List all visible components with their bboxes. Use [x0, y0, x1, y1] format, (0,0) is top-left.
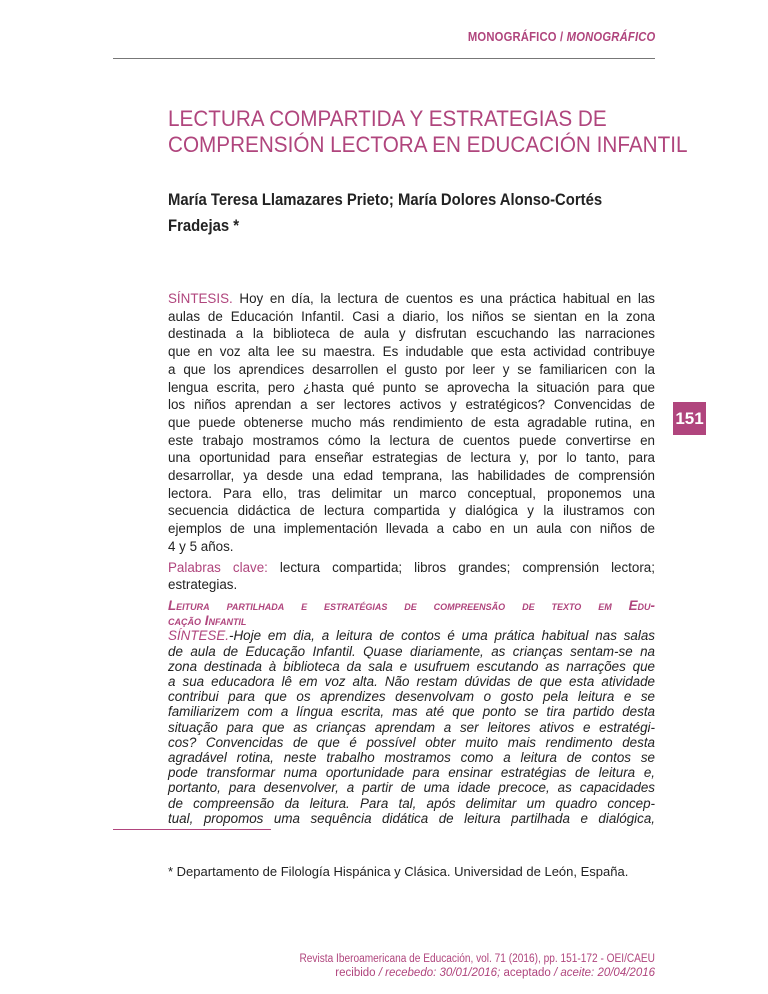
- abstract-line: [168, 750, 655, 765]
- line-text: familiarizem com a língua escrita, mas até que ponto se tira partido desta: [168, 704, 655, 720]
- footer: [251, 952, 655, 980]
- abstract-label: SÍNTESE.: [168, 628, 230, 644]
- line-text: este trabajo mostramos cómo la lectura de cuentos puede convertirse en: [168, 432, 655, 448]
- keywords-line: [168, 559, 655, 577]
- abstract-line: [168, 811, 655, 826]
- authors: [168, 187, 602, 239]
- pt-title-line: Leitura partilhada e estratégias de compreensão de texto em Edu-: [168, 598, 655, 613]
- abstract-line: [168, 520, 655, 538]
- footnote-rule: [113, 829, 271, 830]
- abstract-line: [168, 432, 655, 450]
- authors-line: Fradejas *: [168, 217, 239, 235]
- pt-title-line: cação Infantil: [168, 613, 247, 629]
- line-text: lengua escrita, pero ¿hasta qué punto se aprovecha la situación para que: [168, 379, 655, 395]
- citation: Revista Iberoamericana de Educación, vol. 71 (2016), pp. 151-172 - OEI/CAEU: [299, 953, 655, 965]
- keywords-text: lectura compartida; libros grandes; comprensión lectora;: [267, 559, 655, 575]
- line-text: una oportunidad para enseñar estrategias de lectura y, por lo tanto, para: [168, 450, 655, 466]
- abstract-line: [168, 308, 655, 326]
- received-date: / recebedo: 30/01/2016;: [375, 967, 501, 979]
- section-label: MONOGRÁFICO: [467, 30, 557, 44]
- line-text: pode transformar numa oportunidade para ensinar estratégias de leitura e,: [168, 765, 655, 781]
- abstract-line: [168, 502, 655, 520]
- line-text: de aula de Educação Infantil. Quase diariamente, as crianças sentam-se na: [168, 643, 655, 659]
- title-line: LECTURA COMPARTIDA Y ESTRATEGIAS DE: [168, 106, 607, 131]
- footnote: * Departamento de Filología Hispánica y Clásica. Universidad de León, España.: [168, 864, 629, 879]
- section-label-pt: MONOGRÁFICO: [566, 30, 655, 44]
- abstract-line: [168, 379, 655, 397]
- abstract-line: [168, 467, 655, 485]
- abstract-line: [168, 689, 655, 704]
- abstract-line: [168, 538, 655, 556]
- abstract-es: [168, 290, 655, 594]
- abstract-line: [168, 361, 655, 379]
- line-text: desarrollar, ya desde una edad temprana, las habilidades de comprensión: [168, 468, 655, 484]
- keywords-label: Palabras clave:: [168, 559, 268, 575]
- line-text: zona destinada à biblioteca da sala e usufruem escutando as narrações que: [168, 658, 655, 674]
- accepted-date: / aceite: 20/04/2016: [550, 967, 655, 979]
- abstract-line: [168, 704, 655, 719]
- article-title: [168, 106, 688, 158]
- line-text: -Hoje em dia, a leitura de contos é uma prática habitual nas salas: [229, 628, 655, 644]
- keywords-text: estrategias.: [168, 577, 238, 593]
- keywords-line: [168, 576, 655, 594]
- dates: [251, 966, 655, 980]
- abstract-line: [168, 780, 655, 795]
- line-text: los niños aprendan a ser lectores activos y estratégicos? Convencidas de: [168, 397, 655, 413]
- abstract-line: [168, 343, 655, 361]
- abstract-line: [168, 485, 655, 503]
- abstract-line: [168, 644, 655, 659]
- abstract-line: [168, 659, 655, 674]
- line-text: secuencia didáctica de lectura compartida y dialógica y la ilustramos con: [168, 503, 655, 519]
- abstract-line: [168, 628, 655, 643]
- page-number: 151: [673, 402, 706, 435]
- header-rule: [113, 58, 655, 59]
- line-text: que en voz alta lee su maestra. Es indudable que esta actividad contribuye: [168, 344, 655, 360]
- line-text: destinada a la biblioteca de aula y disfrutan escuchando las narraciones: [168, 326, 655, 342]
- abstract-line: [168, 720, 655, 735]
- abstract-line: [168, 674, 655, 689]
- line-text: tual, propomos uma sequência didática de leitura partilhada e dialógica,: [168, 810, 655, 826]
- line-text: a sua educadora lê em voz alta. Não restam dúvidas de que esta atividade: [168, 674, 655, 690]
- title-line: COMPRENSIÓN LECTORA EN EDUCACIÓN INFANTIL: [168, 132, 688, 157]
- abstract-line: [168, 765, 655, 780]
- line-text: Hoy en día, la lectura de cuentos es una práctica habitual en las: [232, 291, 655, 306]
- abstract-line: [168, 325, 655, 343]
- authors-line: María Teresa Llamazares Prieto; María Dolores Alonso-Cortés: [168, 191, 603, 209]
- abstract-line: [168, 796, 655, 811]
- line-text: de compreensão da leitura. Para tal, após delimitar um quadro concep-: [168, 795, 655, 811]
- line-text: que puede obtenerse mucho más rendimiento de esta agradable rutina, en: [168, 414, 655, 430]
- separator: /: [556, 30, 567, 44]
- line-text: portanto, para desenvolver, a partir de uma idade precoce, as capacidades: [168, 780, 655, 796]
- received-label: recibido: [335, 967, 376, 979]
- line-text: 4 y 5 años.: [168, 538, 234, 554]
- abstract-pt: [168, 598, 655, 826]
- abstract-line: [168, 735, 655, 750]
- line-text: agradável rotina, neste trabalho mostramos como a leitura de contos se: [168, 750, 655, 766]
- abstract-line: [168, 290, 655, 308]
- line-text: a que los aprendices desarrollen el gusto por leer y se familiaricen con la: [168, 361, 655, 377]
- abstract-line: [168, 414, 655, 432]
- abstract-line: [168, 396, 655, 414]
- abstract-label: SÍNTESIS.: [168, 291, 233, 306]
- keywords: [168, 559, 655, 594]
- line-text: lectora. Para ello, tras delimitar un marco conceptual, proponemos una: [168, 485, 655, 501]
- running-header: [467, 30, 655, 44]
- accepted-label: aceptado: [500, 967, 551, 979]
- line-text: situação para que as crianças aprendam a ser leitores ativos e estratégi-: [168, 719, 655, 735]
- line-text: cos? Convencidas de que é possível obter muito mais rendimento desta: [168, 734, 655, 750]
- line-text: contribui para que os aprendizes desenvolvam o gosto pela leitura e se: [168, 689, 655, 705]
- abstract-line: [168, 449, 655, 467]
- line-text: ejemplos de una implementación llevada a cabo en un aula con niños de: [168, 521, 655, 537]
- line-text: aulas de Educación Infantil. Casi a diario, los niños se sientan en la zona: [168, 308, 655, 324]
